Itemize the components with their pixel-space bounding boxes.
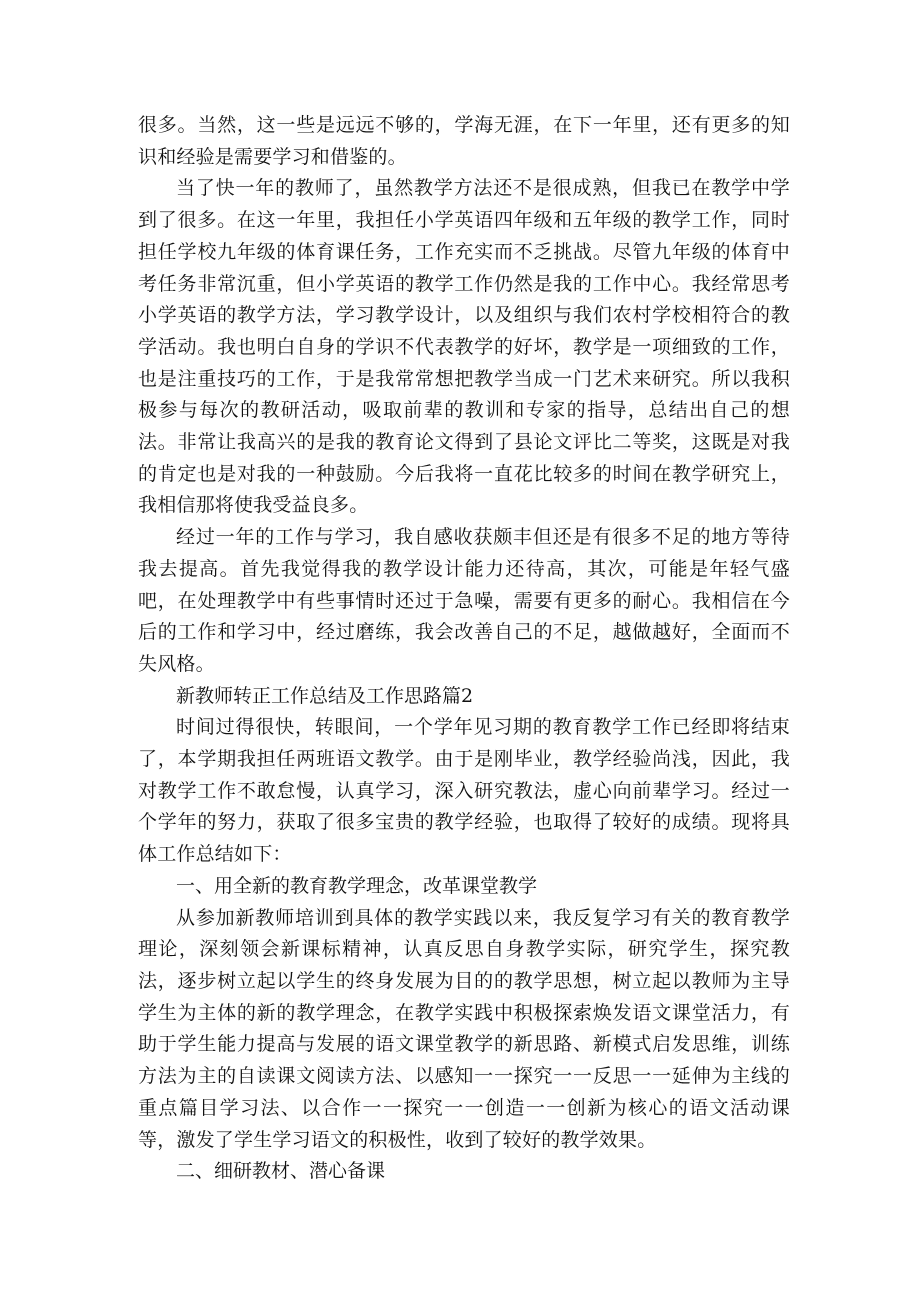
paragraph-2: 当了快一年的教师了，虽然教学方法还不是很成熟，但我已在教学中学到了很多。在这一年里，我担任小学英语四年级和五年级的教学工作，同时担任学校九年级的体育课任务，工作充实而不乏挑战。尽管九年级的体育中考任务非常沉重，但小学英语的教学工作仍然是我的工作中心。我经常思考小学英语的教学方法，学习教学设计，以及组织与我们农村学校相符合的教学活动。我也明白自身的学识不代表教学的好坏，教学是一项细致的工作，也是注重技巧的工作，于是我常常想把教学当成一门艺术来研究。所以我积极参与每次的教研活动，吸取前辈的教训和专家的指导，总结出自己的想法。非常让我高兴的是我的教育论文得到了县论文评比二等奖，这既是对我的肯定也是对我的一种鼓励。今后我将一直花比较多的时间在教学研究上，我相信那将使我受益良多。 bbox=[138, 177, 790, 517]
paragraph-3: 经过一年的工作与学习，我自感收获颇丰但还是有很多不足的地方等待我去提高。首先我觉得我的教学设计能力还待高，其次，可能是年轻气盛吧，在处理教学中有些事情时还过于急噪，需要有更多的耐心。我相信在今后的工作和学习中，经过磨练，我会改善自己的不足，越做越好，全面而不失风格。 bbox=[138, 526, 790, 675]
subheading-1: 一、用全新的教育教学理念，改革课堂教学 bbox=[176, 874, 538, 897]
document-body bbox=[138, 110, 790, 1188]
paragraph-4: 时间过得很快，转眼间，一个学年见习期的教育教学工作已经即将结束了，本学期我担任两班语文教学。由于是刚毕业，教学经验尚浅，因此，我对教学工作不敢怠慢，认真学习，深入研究教法，虚心向前辈学习。经过一个学年的努力，获取了很多宝贵的教学经验，也取得了较好的成绩。现将具体工作总结如下： bbox=[138, 716, 790, 866]
paragraph-1: 很多。当然，这一些是远远不够的，学海无涯，在下一年里，还有更多的知识和经验是需要学习和借鉴的。 bbox=[138, 114, 790, 168]
paragraph-5: 从参加新教师培训到具体的教学实践以来，我反复学习有关的教育教学理论，深刻领会新课标精神，认真反思自身教学实际，研究学生，探究教法，逐步树立起以学生的终身发展为目的的教学思想，树立起以教师为主导学生为主体的新的教学理念，在教学实践中积极探索焕发语文课堂活力，有助于学生能力提高与发展的语文课堂教学的新思路、新模式启发思维，训练方法为主的自读课文阅读方法、以感知一一探究一一反思一一延伸为主线的重点篇目学习法、以合作一一探究一一创造一一创新为核心的语文活动课等，激发了学生学习语文的积极性，收到了较好的教学效果。 bbox=[138, 906, 790, 1151]
section-title: 新教师转正工作总结及工作思路篇2 bbox=[176, 684, 474, 707]
subheading-2: 二、细研教材、潜心备课 bbox=[176, 1160, 386, 1183]
